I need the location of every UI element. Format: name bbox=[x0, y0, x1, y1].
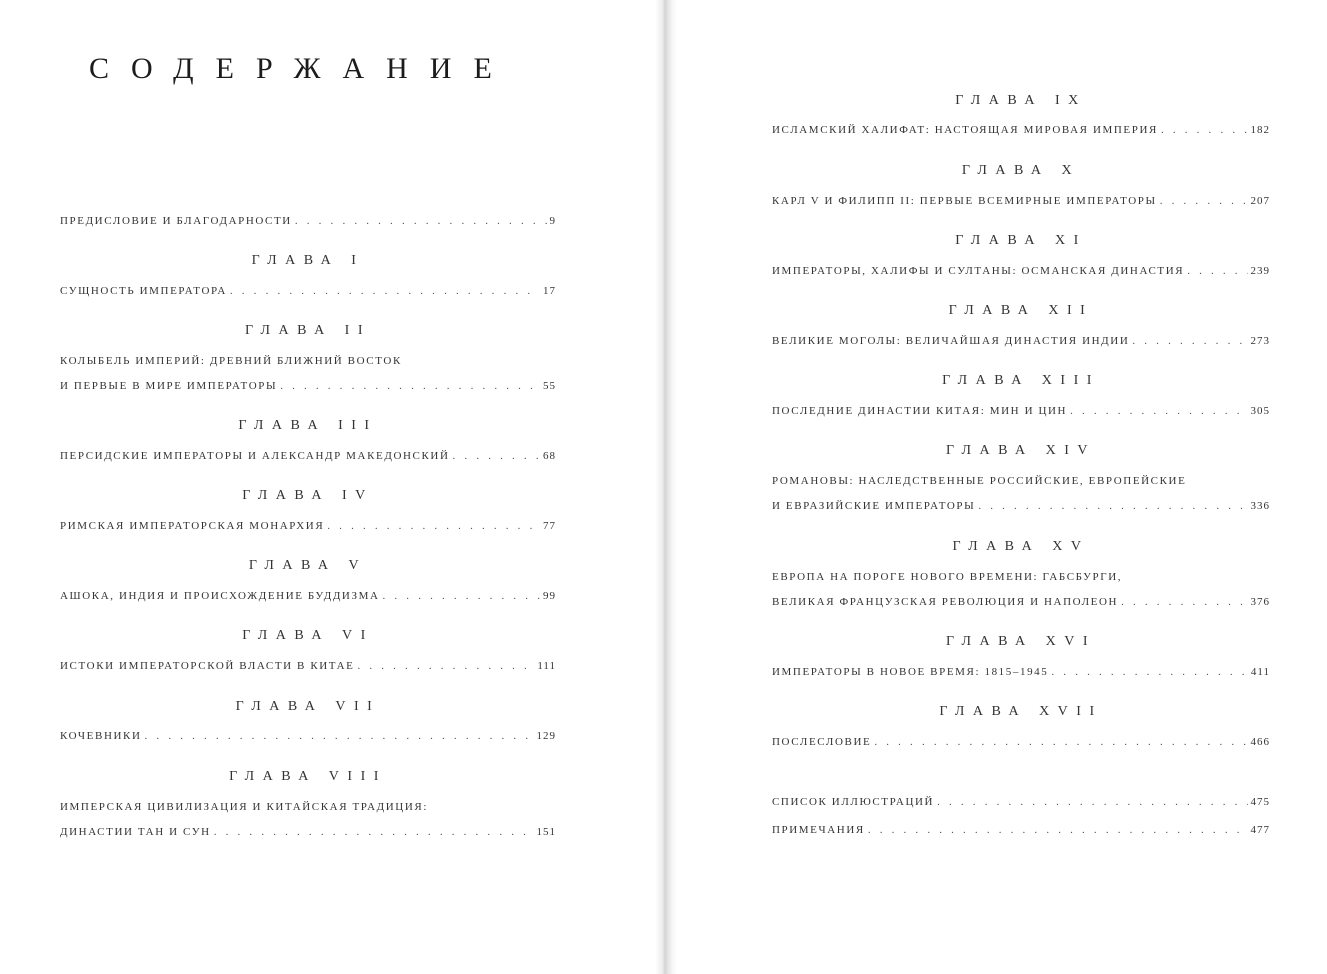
leader-dots bbox=[1160, 195, 1248, 207]
leader-dots bbox=[874, 736, 1247, 748]
leader-dots bbox=[214, 826, 534, 838]
entry-title: ИМПЕРСКАЯ ЦИВИЛИЗАЦИЯ И КИТАЙСКАЯ ТРАДИЦИЯ: bbox=[60, 801, 428, 813]
page-number: 111 bbox=[537, 660, 556, 672]
chapter-heading-4: ГЛАВА IV bbox=[242, 488, 374, 503]
toc-entry-ch8-line1[interactable] bbox=[60, 801, 556, 813]
toc-entry-illustrations[interactable] bbox=[772, 796, 1270, 808]
page-number: 9 bbox=[549, 215, 556, 227]
leader-dots bbox=[1051, 666, 1248, 678]
chapter-heading-8: ГЛАВА VIII bbox=[229, 769, 387, 784]
book-gutter bbox=[655, 0, 677, 974]
entry-title: РОМАНОВЫ: НАСЛЕДСТВЕННЫЕ РОССИЙСКИЕ, ЕВРОПЕЙСКИЕ bbox=[772, 475, 1187, 487]
leader-dots bbox=[1161, 124, 1248, 136]
leader-dots bbox=[230, 285, 540, 297]
toc-entry-ch16[interactable] bbox=[772, 666, 1270, 678]
page-number: 411 bbox=[1250, 666, 1270, 678]
leader-dots bbox=[937, 796, 1247, 808]
entry-title: ВЕЛИКИЕ МОГОЛЫ: ВЕЛИЧАЙШАЯ ДИНАСТИЯ ИНДИИ bbox=[772, 335, 1130, 347]
chapter-heading-10: ГЛАВА X bbox=[961, 163, 1081, 178]
chapter-heading-6: ГЛАВА VI bbox=[242, 628, 374, 643]
entry-title: ИСЛАМСКИЙ ХАЛИФАТ: НАСТОЯЩАЯ МИРОВАЯ ИМПЕРИЯ bbox=[772, 124, 1158, 136]
chapter-heading-16: ГЛАВА XVI bbox=[945, 634, 1097, 649]
chapter-heading-3: ГЛАВА III bbox=[238, 418, 378, 433]
toc-entry-ch4[interactable] bbox=[60, 520, 556, 532]
toc-entry-ch2[interactable] bbox=[60, 380, 556, 392]
toc-entry-ch13[interactable] bbox=[772, 405, 1270, 417]
entry-title: ПОСЛЕДНИЕ ДИНАСТИИ КИТАЯ: МИН И ЦИН bbox=[772, 405, 1068, 417]
chapter-heading-9: ГЛАВА IX bbox=[955, 93, 1087, 108]
page-number: 305 bbox=[1250, 405, 1270, 417]
page-number: 273 bbox=[1250, 335, 1270, 347]
toc-entry-ch6[interactable] bbox=[60, 660, 556, 672]
toc-entry-ch15-line1[interactable] bbox=[772, 571, 1270, 583]
entry-title: ЕВРОПА НА ПОРОГЕ НОВОГО ВРЕМЕНИ: ГАБСБУРГИ, bbox=[772, 571, 1123, 583]
entry-title: ИМПЕРАТОРЫ, ХАЛИФЫ И СУЛТАНЫ: ОСМАНСКАЯ ДИНАСТИЯ bbox=[772, 265, 1185, 277]
chapter-heading-14: ГЛАВА XIV bbox=[945, 443, 1097, 458]
entry-title: СУЩНОСТЬ ИМПЕРАТОРА bbox=[60, 285, 227, 297]
page-number: 477 bbox=[1250, 824, 1270, 836]
page-number: 55 bbox=[543, 380, 556, 392]
leader-dots bbox=[1187, 265, 1247, 277]
page-number: 99 bbox=[543, 590, 556, 602]
page-number: 336 bbox=[1250, 500, 1270, 512]
chapter-heading-13: ГЛАВА XIII bbox=[942, 373, 1100, 388]
chapter-heading-15: ГЛАВА XV bbox=[952, 539, 1090, 554]
page-number: 77 bbox=[543, 520, 556, 532]
toc-entry-preface[interactable] bbox=[60, 215, 556, 227]
toc-entry-ch10[interactable] bbox=[772, 195, 1270, 207]
chapter-heading-5: ГЛАВА V bbox=[248, 558, 368, 573]
toc-entry-ch17[interactable] bbox=[772, 736, 1270, 748]
toc-entry-ch5[interactable] bbox=[60, 590, 556, 602]
toc-entry-ch14[interactable] bbox=[772, 500, 1270, 512]
page-number: 207 bbox=[1250, 195, 1270, 207]
toc-entry-ch2-line1[interactable] bbox=[60, 355, 556, 367]
entry-title: ПОСЛЕСЛОВИЕ bbox=[772, 736, 872, 748]
entry-title: ВЕЛИКАЯ ФРАНЦУЗСКАЯ РЕВОЛЮЦИЯ И НАПОЛЕОН bbox=[772, 596, 1119, 608]
page-number: 182 bbox=[1250, 124, 1270, 136]
leader-dots bbox=[868, 824, 1248, 836]
toc-entry-ch8[interactable] bbox=[60, 826, 556, 838]
entry-title: СПИСОК ИЛЛЮСТРАЦИЙ bbox=[772, 796, 935, 808]
chapter-heading-17: ГЛАВА XVII bbox=[939, 704, 1103, 719]
chapter-heading-11: ГЛАВА XI bbox=[955, 233, 1087, 248]
page-number: 239 bbox=[1250, 265, 1270, 277]
entry-title: И ПЕРВЫЕ В МИРЕ ИМПЕРАТОРЫ bbox=[60, 380, 278, 392]
toc-entry-ch15[interactable] bbox=[772, 596, 1270, 608]
leader-dots bbox=[1132, 335, 1247, 347]
leader-dots bbox=[1121, 596, 1247, 608]
leader-dots bbox=[978, 500, 1247, 512]
chapter-heading-1: ГЛАВА I bbox=[251, 253, 365, 268]
leader-dots bbox=[295, 215, 547, 227]
entry-title: АШОКА, ИНДИЯ И ПРОИСХОЖДЕНИЕ БУДДИЗМА bbox=[60, 590, 380, 602]
toc-entry-ch14-line1[interactable] bbox=[772, 475, 1270, 487]
entry-title: ПРИМЕЧАНИЯ bbox=[772, 824, 865, 836]
leader-dots bbox=[145, 730, 534, 742]
toc-entry-ch12[interactable] bbox=[772, 335, 1270, 347]
chapter-heading-12: ГЛАВА XII bbox=[948, 303, 1094, 318]
entry-title: ДИНАСТИИ ТАН И СУН bbox=[60, 826, 211, 838]
toc-entry-ch9[interactable] bbox=[772, 124, 1270, 136]
toc-title: СОДЕРЖАНИЕ bbox=[89, 52, 514, 85]
page-number: 151 bbox=[536, 826, 556, 838]
leader-dots bbox=[383, 590, 541, 602]
chapter-heading-7: ГЛАВА VII bbox=[235, 699, 381, 714]
entry-title: ПРЕДИСЛОВИЕ И БЛАГОДАРНОСТИ bbox=[60, 215, 292, 227]
toc-entry-ch11[interactable] bbox=[772, 265, 1270, 277]
page-number: 376 bbox=[1250, 596, 1270, 608]
entry-title: ИМПЕРАТОРЫ В НОВОЕ ВРЕМЯ: 1815–1945 bbox=[772, 666, 1049, 678]
toc-entry-notes[interactable] bbox=[772, 824, 1270, 836]
page-number: 68 bbox=[543, 450, 556, 462]
leader-dots bbox=[280, 380, 540, 392]
entry-title: И ЕВРАЗИЙСКИЕ ИМПЕРАТОРЫ bbox=[772, 500, 976, 512]
entry-title: КОЛЫБЕЛЬ ИМПЕРИЙ: ДРЕВНИЙ БЛИЖНИЙ ВОСТОК bbox=[60, 355, 402, 367]
page-number: 129 bbox=[536, 730, 556, 742]
toc-entry-ch1[interactable] bbox=[60, 285, 556, 297]
toc-entry-ch7[interactable] bbox=[60, 730, 556, 742]
entry-title: КАРЛ V И ФИЛИПП II: ПЕРВЫЕ ВСЕМИРНЫЕ ИМПЕРАТОРЫ bbox=[772, 195, 1157, 207]
leader-dots bbox=[1070, 405, 1247, 417]
entry-title: ПЕРСИДСКИЕ ИМПЕРАТОРЫ И АЛЕКСАНДР МАКЕДОНСКИЙ bbox=[60, 450, 450, 462]
page-number: 17 bbox=[543, 285, 556, 297]
toc-entry-ch3[interactable] bbox=[60, 450, 556, 462]
entry-title: ИСТОКИ ИМПЕРАТОРСКОЙ ВЛАСТИ В КИТАЕ bbox=[60, 660, 355, 672]
page-number: 466 bbox=[1250, 736, 1270, 748]
leader-dots bbox=[453, 450, 540, 462]
entry-title: КОЧЕВНИКИ bbox=[60, 730, 142, 742]
leader-dots bbox=[327, 520, 540, 532]
leader-dots bbox=[357, 660, 534, 672]
chapter-heading-2: ГЛАВА II bbox=[244, 323, 372, 338]
page-number: 475 bbox=[1250, 796, 1270, 808]
entry-title: РИМСКАЯ ИМПЕРАТОРСКАЯ МОНАРХИЯ bbox=[60, 520, 325, 532]
